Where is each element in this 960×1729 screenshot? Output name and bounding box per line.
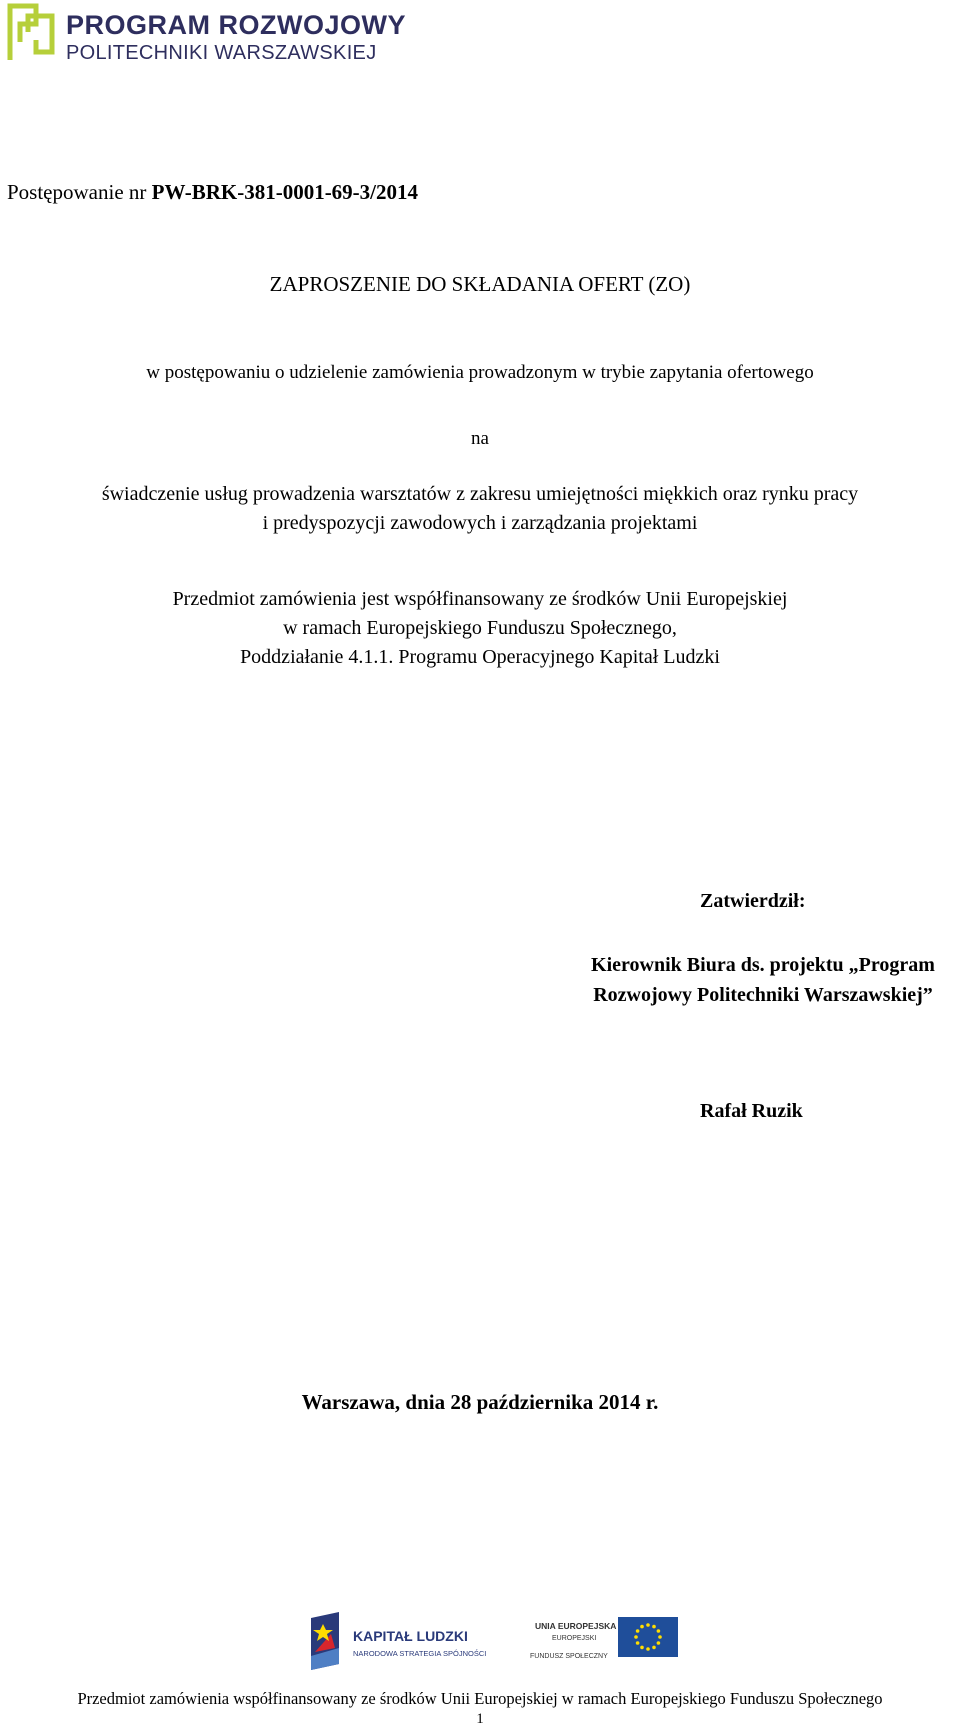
cofunding-line: w ramach Europejskiego Funduszu Społecznego, bbox=[283, 617, 677, 639]
approver-role bbox=[553, 950, 960, 1010]
cofunding-line: Poddziałanie 4.1.1. Programu Operacyjnego Kapitał Ludzki bbox=[240, 646, 720, 668]
approver-role-line: Rozwojowy Politechniki Warszawskiej” bbox=[593, 984, 933, 1006]
program-rozwojowy-logo bbox=[6, 0, 406, 72]
kapital-ludzki-mark-icon bbox=[305, 1612, 349, 1670]
subject-line: i predyspozycji zawodowych i zarządzania projektami bbox=[262, 512, 698, 534]
cofunding-line: Przedmiot zamówienia jest współfinansowany ze środków Unii Europejskiej bbox=[172, 588, 788, 610]
footer-text: Przedmiot zamówienia współfinansowany ze środków Unii Europejskiej w ramach Europejskiego Funduszu Społecznego bbox=[77, 1689, 883, 1708]
eu-line-1: UNIA EUROPEJSKA bbox=[535, 1621, 617, 1631]
subject-block bbox=[0, 480, 960, 538]
subject-line: świadczenie usług prowadzenia warsztatów z zakresu umiejętności miękkich oraz rynku pracy bbox=[101, 483, 859, 505]
kapital-ludzki-title: KAPITAŁ LUDZKI bbox=[353, 1628, 468, 1644]
logo-line-1: PROGRAM ROZWOJOWY bbox=[66, 10, 406, 40]
reference-number: PW-BRK-381-0001-69-3/2014 bbox=[151, 180, 419, 204]
document-title: ZAPROSZENIE DO SKŁADANIA OFERT (ZO) bbox=[269, 272, 691, 296]
pr-logo-mark-icon bbox=[6, 2, 58, 62]
reference-label: Postępowanie nr bbox=[7, 180, 147, 204]
approver-role-line: Kierownik Biura ds. projektu „Program bbox=[591, 954, 935, 976]
kapital-ludzki-subtitle: NARODOWA STRATEGIA SPÓJNOŚCI bbox=[353, 1649, 487, 1658]
approved-label: Zatwierdził: bbox=[700, 890, 806, 912]
logo-line-2: POLITECHNIKI WARSZAWSKIEJ bbox=[66, 42, 377, 64]
eu-esf-logo bbox=[530, 1615, 680, 1665]
kapital-ludzki-logo bbox=[305, 1612, 485, 1672]
eu-line-3: FUNDUSZ SPOŁECZNY bbox=[530, 1653, 608, 1660]
place-date: Warszawa, dnia 28 października 2014 r. bbox=[301, 1390, 659, 1414]
reference-line bbox=[7, 180, 418, 205]
cofunding-block bbox=[0, 585, 960, 672]
eu-flag-icon bbox=[618, 1617, 678, 1657]
na-word: na bbox=[471, 428, 489, 449]
approver-name: Rafał Ruzik bbox=[700, 1100, 803, 1122]
document-subtitle: w postępowaniu o udzielenie zamówienia prowadzonym w trybie zapytania ofertowego bbox=[146, 362, 814, 383]
eu-line-2: EUROPEJSKI bbox=[552, 1635, 597, 1642]
page-number: 1 bbox=[476, 1711, 484, 1727]
